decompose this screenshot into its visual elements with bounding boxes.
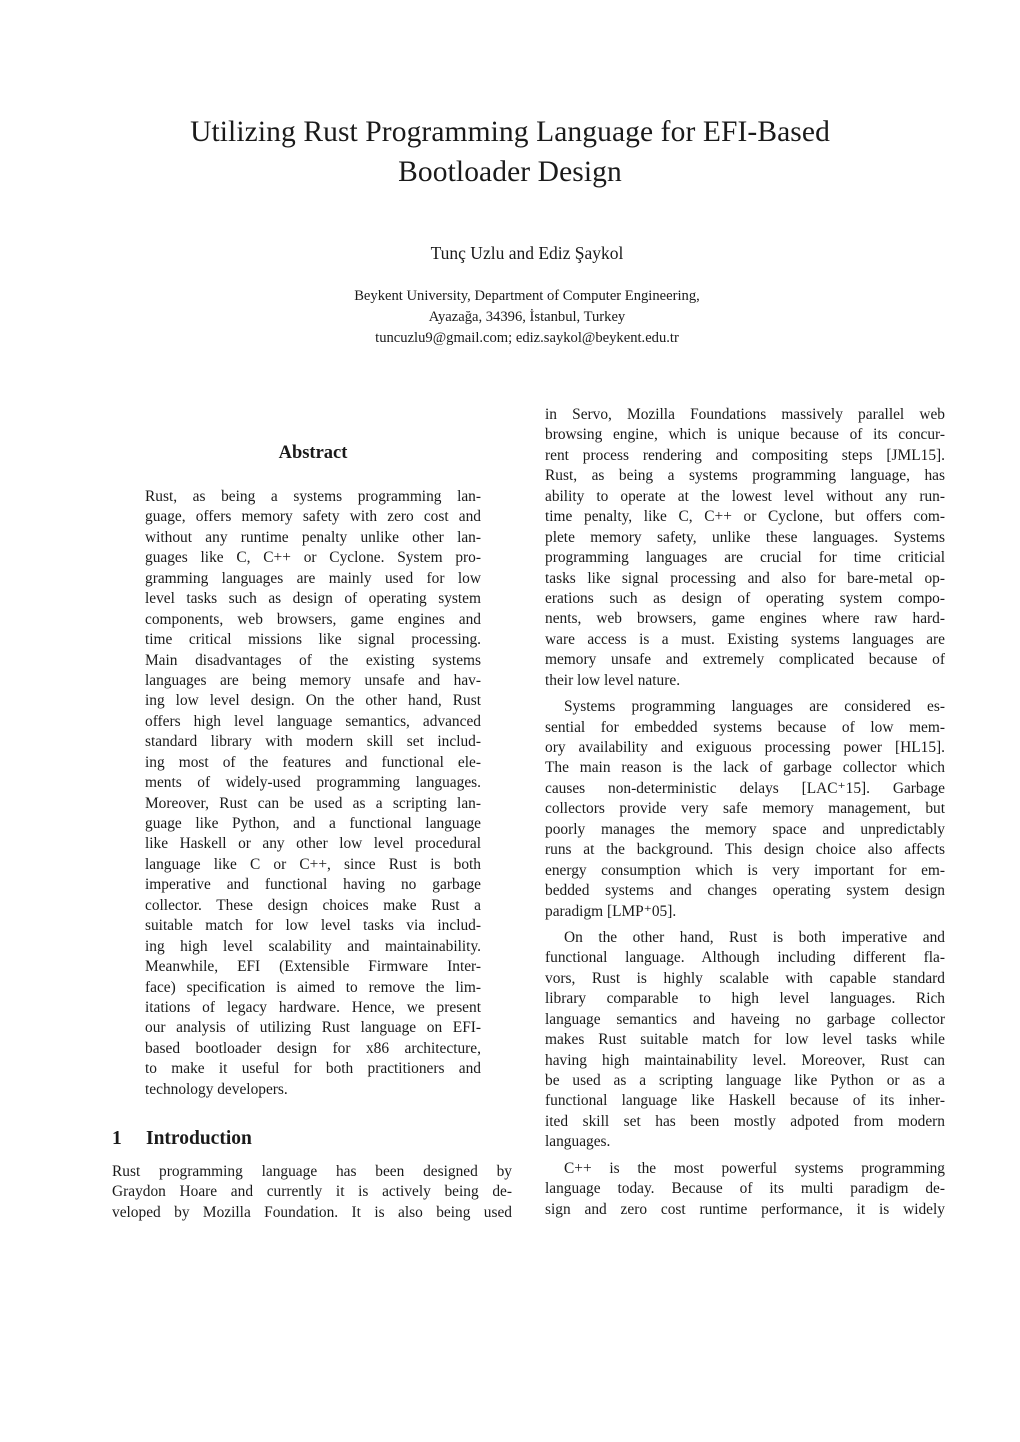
text-line: Rust, as being a systems programming lan- [145,488,481,505]
text-line: paradigm [LMP⁺05]. [545,902,677,920]
text-line: ability to operate at the lowest level without any run- [545,487,945,505]
text-line: imperative and functional having no garbage [145,876,481,894]
text-line: offers high level language semantics, advanced [145,712,481,730]
text-line: functional language like Haskell because of its inher- [545,1092,945,1110]
text-line: vors, Rust is highly scalable with capable standard [545,969,945,987]
text-line: ited skill set has been mostly adpoted from modern [545,1112,945,1130]
text-line: Main disadvantages of the existing systems [145,651,481,669]
text-line: face) specification is aimed to remove the lim- [145,978,481,996]
text-line: gramming languages are mainly used for low [145,569,481,587]
text-line: veloped by Mozilla Foundation. It is also being used [112,1203,512,1221]
authors: Tunç Uzlu and Ediz Şaykol [430,243,624,263]
text-line: technology developers. [145,1080,288,1098]
text-line: having high maintainability level. Moreover, Rust can [545,1051,945,1069]
text-line: erations such as design of operating system compo- [545,589,945,607]
text-line: memory unsafe and extremely complicated because of [545,651,945,669]
text-line: time penalty, like C, C++ or Cyclone, but offers com- [545,508,945,526]
text-line: ing most of the features and functional ele- [145,753,481,771]
text-line: Moreover, Rust can be used as a scripting lan- [145,794,481,812]
text-line: makes Rust suitable match for low level tasks while [545,1031,945,1049]
text-line: time critical missions like signal processing. [145,631,481,649]
text-line: be used as a scripting language like Python or as a [545,1072,945,1089]
text-line: On the other hand, Rust is both imperative and [564,928,945,946]
author-emails: tuncuzlu9@gmail.com; ediz.saykol@beykent.edu.tr [375,330,679,346]
text-line: language like C or C++, since Rust is both [145,855,481,873]
text-line: language today. Because of its multi paradigm de- [545,1180,945,1198]
text-line: sential for embedded systems because of low mem- [545,718,945,736]
text-line: bedded systems and changes operating system design [545,882,945,900]
text-line: runs at the background. This design choice also affects [545,841,945,859]
affiliation [0,286,1020,349]
text-line: suitable match for low level tasks via includ- [145,917,481,935]
text-line: languages are being memory unsafe and hav- [145,671,481,689]
text-line: causes non-deterministic delays [LAC⁺15]. Garbage [545,779,945,797]
text-line: collectors provide very safe memory management, but [545,800,945,818]
text-line: programming languages are crucial for time criticial [545,549,945,567]
text-line: C++ is the most powerful systems programming [564,1159,945,1177]
section-heading-introduction [112,1126,252,1152]
text-line: browsing engine, which is unique because of its concur- [545,426,945,444]
text-line: poorly manages the memory space and unpredictably [545,820,945,838]
text-line: tasks like signal processing and also for bare-metal op- [545,569,945,587]
text-line: ing high level scalability and maintainability. [145,937,481,955]
text-line: components, web browsers, game engines and [145,610,481,628]
text-line: guages like C, C++ or Cyclone. System pro- [145,549,481,567]
paper-title [0,112,1020,192]
section-number: 1 [112,1128,122,1149]
paragraph [545,405,945,691]
text-line: library comparable to high level languages. Rich [545,990,945,1008]
paragraph [545,697,945,922]
text-line: ory availability and exiguous processing power [HL15]. [545,739,945,756]
text-line: rent process rendering and compositing steps [JML15]. [545,446,945,464]
text-line: guage like Python, and a functional language [145,815,481,832]
text-line: energy consumption which is very important for em- [545,861,945,879]
introduction-left-column [112,1162,512,1223]
paragraph [545,1159,945,1220]
abstract-body [145,487,481,1100]
text-line: ments of widely-used programming languages. [145,774,481,792]
abstract-heading: Abstract [278,443,348,463]
text-line: ing low level design. On the other hand, Rust [145,692,481,710]
right-column [545,405,945,1220]
text-line: like Haskell or any other low level procedural [145,835,481,853]
text-line: languages. [545,1133,611,1151]
text-line: in Servo, Mozilla Foundations massively parallel web [545,406,945,423]
text-line: to make it useful for both practitioners and [145,1060,481,1078]
text-line: guage, offers memory safety with zero cost and [145,508,481,526]
text-line: plete memory safety, unlike these languages. Systems [545,528,945,546]
text-line: Rust programming language has been designed by [112,1163,512,1180]
text-line: language semantics and haveing no garbage collector [545,1010,945,1028]
paragraph [545,928,945,1153]
affiliation-line: Beykent University, Department of Computer Engineering, [354,288,700,304]
text-line: Meanwhile, EFI (Extensible Firmware Inter- [145,958,481,976]
text-line: level tasks such as design of operating system [145,590,481,608]
text-line: Systems programming languages are considered es- [564,698,945,716]
title-line: Bootloader Design [398,156,622,188]
text-line: Rust, as being a systems programming language, has [545,467,945,485]
text-line: based bootloader design for x86 architecture, [145,1039,481,1057]
text-line: without any runtime penalty unlike other lan- [145,528,481,546]
text-line: collector. These design choices make Rust a [145,896,481,914]
text-line: our analysis of utilizing Rust language on EFI- [145,1019,481,1037]
title-line: Utilizing Rust Programming Language for EFI-Based [190,116,830,148]
text-line: Graydon Hoare and currently it is actively being de- [112,1183,512,1201]
text-line: ware access is a must. Existing systems languages are [545,630,945,648]
affiliation-line: Ayazağa, 34396, İstanbul, Turkey [428,309,626,325]
text-line: functional language. Although including different fla- [545,949,945,967]
text-line: itations of legacy hardware. Hence, we present [145,998,481,1016]
section-title: Introduction [146,1128,252,1149]
text-line: The main reason is the lack of garbage collector which [545,759,945,777]
text-line: standard library with modern skill set includ- [145,733,481,751]
text-line: nents, web browsers, game engines where raw hard- [545,610,945,628]
text-line: sign and zero cost runtime performance, it is widely [545,1200,945,1218]
text-line: their low level nature. [545,671,681,689]
